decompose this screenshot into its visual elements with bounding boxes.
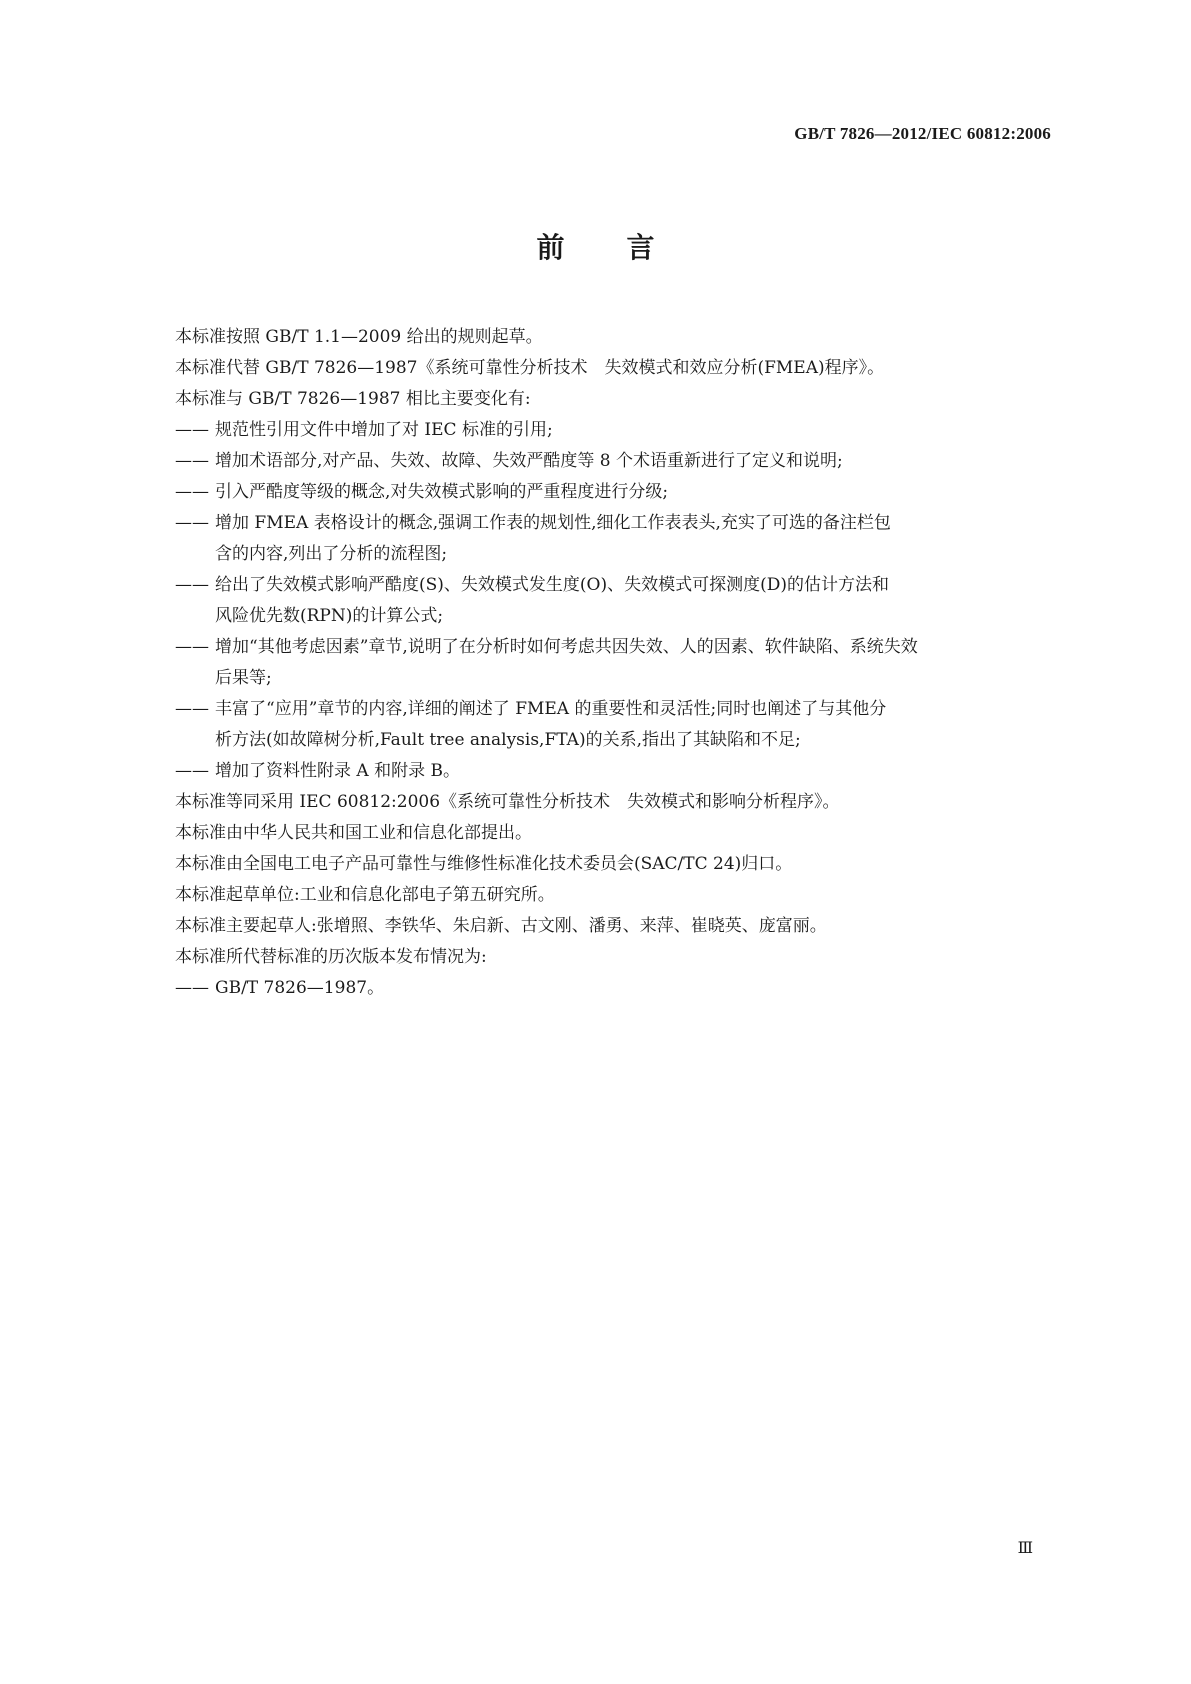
standard-code-header: GB/T 7826—2012/IEC 60812:2006 [794, 124, 1051, 143]
dash-marker: —— [175, 420, 209, 440]
change-item-text: 增加了资料性附录 A 和附录 B。 [215, 761, 460, 781]
change-item-text-continued: 析方法(如故障树分析,Fault tree analysis,FTA)的关系,指出了其缺陷和不足; [215, 730, 801, 750]
dash-marker: —— [175, 575, 209, 595]
paragraph-drafting-rules: 本标准按照 GB/T 1.1—2009 给出的规则起草。 [175, 327, 543, 347]
change-item [175, 570, 1055, 632]
change-item-text-continued: 含的内容,列出了分析的流程图; [215, 544, 448, 564]
change-item-text-continued: 风险优先数(RPN)的计算公式; [215, 606, 444, 626]
previous-version-item [175, 973, 1055, 1004]
change-item [175, 694, 1055, 756]
change-item-text: 给出了失效模式影响严酷度(S)、失效模式发生度(O)、失效模式可探测度(D)的估计方法和 [215, 575, 890, 595]
dash-marker: —— [175, 637, 209, 657]
paragraph-drafting-organization: 本标准起草单位:工业和信息化部电子第五研究所。 [175, 885, 555, 905]
paragraph-replaces: 本标准代替 GB/T 7826—1987《系统可靠性分析技术 失效模式和效应分析(FMEA)程序》。 [175, 358, 885, 378]
paragraph-previous-versions-intro: 本标准所代替标准的历次版本发布情况为: [175, 947, 487, 967]
change-item [175, 477, 1055, 508]
change-item-text: 引入严酷度等级的概念,对失效模式影响的严重程度进行分级; [215, 482, 669, 502]
change-item-text: 增加 FMEA 表格设计的概念,强调工作表的规划性,细化工作表表头,充实了可选的备注栏包 [215, 513, 891, 533]
dash-marker: —— [175, 482, 209, 502]
change-item [175, 446, 1055, 477]
previous-version-text: GB/T 7826—1987。 [215, 978, 385, 998]
change-item [175, 415, 1055, 446]
change-item-text: 丰富了“应用”章节的内容,详细的阐述了 FMEA 的重要性和灵活性;同时也阐述了与其他分 [215, 699, 887, 719]
dash-marker: —— [175, 513, 209, 533]
paragraph-drafters: 本标准主要起草人:张增照、李铁华、朱启新、古文刚、潘勇、来萍、崔晓英、庞富丽。 [175, 916, 827, 936]
page-title: 前言 [536, 231, 717, 264]
change-item [175, 756, 1055, 787]
paragraph-proposed-by: 本标准由中华人民共和国工业和信息化部提出。 [175, 823, 532, 843]
dash-marker: —— [175, 978, 209, 998]
change-item-text-continued: 后果等; [215, 668, 272, 688]
page-number: Ⅲ [1017, 1540, 1033, 1557]
change-item-text: 规范性引用文件中增加了对 IEC 标准的引用; [215, 420, 553, 440]
dash-marker: —— [175, 451, 209, 471]
foreword-body [175, 322, 1055, 1004]
change-item [175, 632, 1055, 694]
change-item-text: 增加术语部分,对产品、失效、故障、失效严酷度等 8 个术语重新进行了定义和说明; [215, 451, 843, 471]
paragraph-equivalent-adoption: 本标准等同采用 IEC 60812:2006《系统可靠性分析技术 失效模式和影响分析程序》。 [175, 792, 840, 812]
dash-marker: —— [175, 699, 209, 719]
change-item-text: 增加“其他考虑因素”章节,说明了在分析时如何考虑共因失效、人的因素、软件缺陷、系统失效 [215, 637, 918, 657]
dash-marker: —— [175, 761, 209, 781]
paragraph-changes-intro: 本标准与 GB/T 7826—1987 相比主要变化有: [175, 389, 531, 409]
paragraph-administered-by: 本标准由全国电工电子产品可靠性与维修性标准化技术委员会(SAC/TC 24)归口。 [175, 854, 793, 874]
change-item [175, 508, 1055, 570]
